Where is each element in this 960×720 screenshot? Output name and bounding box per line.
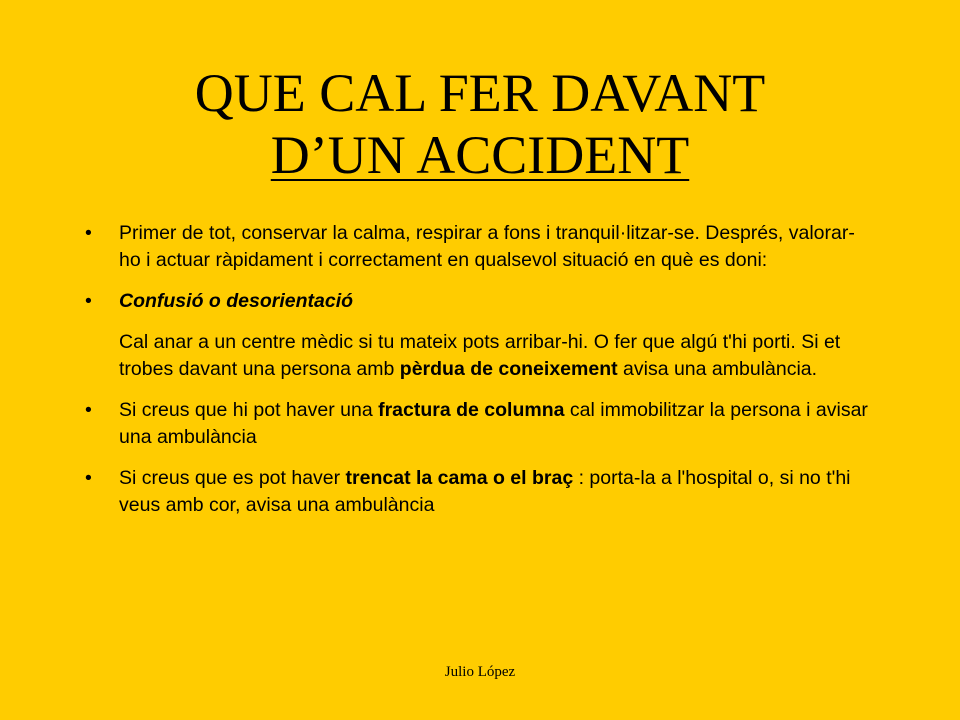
item-text-pre: Cal anar a un centre mèdic si tu mateix pots arribar-hi. O fer que algú t'hi porti. Si et trobes davant una persona amb [119,331,841,380]
list-item [85,397,875,451]
item-text-pre: Si creus que hi pot haver una [119,399,379,421]
item-heading: Confusió o desorientació [119,290,354,312]
footer-author: Julio López [444,664,516,680]
item-text-post: cal immobilitzar la persona i avisar una ambulància [119,399,868,448]
slide-title [60,62,900,186]
item-text: Primer de tot, conservar la calma, respirar a fons i tranquil·litzar-se. Després, valorar-ho i actuar ràpidament i correctament en qualsevol situació en què es doni: [119,222,855,271]
item-text-post: : porta-la a l'hospital o, si no t'hi veus amb cor, avisa una ambulància [119,467,851,516]
bullet-icon: • [85,290,92,312]
bullet-icon: • [85,399,92,421]
title-line-1: QUE CAL FER DAVANT [194,63,766,123]
list-item [85,465,875,519]
list-paragraph [85,329,875,383]
item-text-bold: fractura de columna [378,399,565,421]
item-text-pre: Si creus que es pot haver [119,467,346,489]
bullet-icon: • [85,467,92,489]
item-text-bold: pèrdua de coneixement [399,358,618,380]
title-line-2: D’UN ACCIDENT [270,125,690,185]
item-text-bold: trencat la cama o el braç [345,467,574,489]
list-item [85,288,875,315]
list-item [85,220,875,274]
item-text-post: avisa una ambulància. [617,358,818,380]
bullet-icon: • [85,222,92,244]
bullet-list [85,220,875,533]
